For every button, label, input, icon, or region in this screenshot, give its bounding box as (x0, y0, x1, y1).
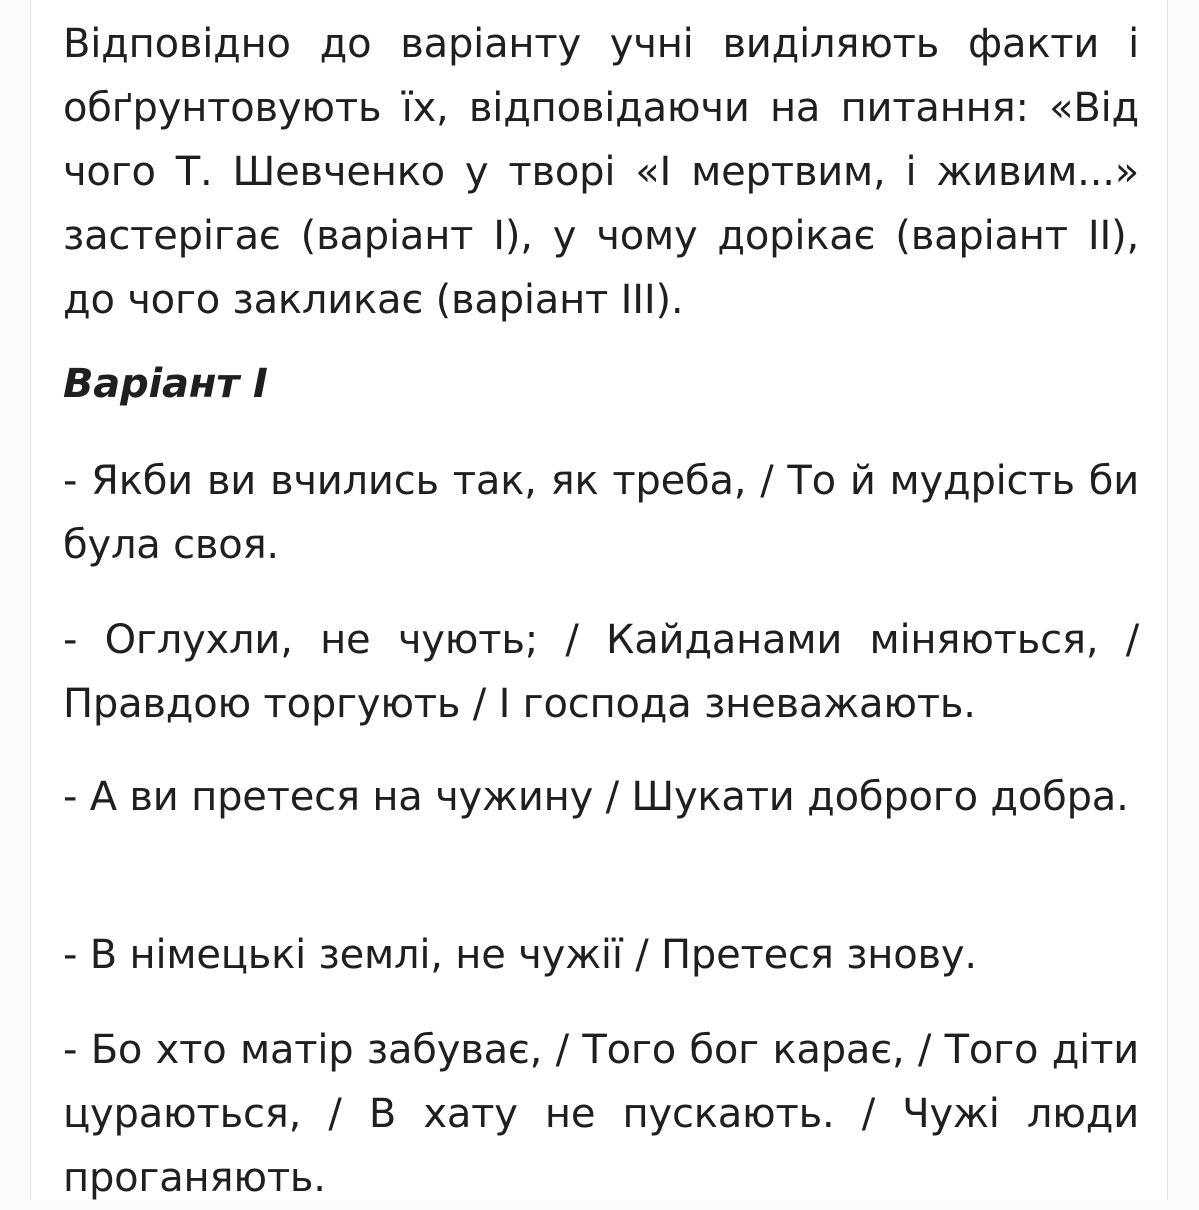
quote-item: - Оглухли, не чують; / Кайданами міняються, / Правдою торгують / І господа зневажають. (63, 617, 1139, 727)
variant-heading: Варіант І (63, 361, 268, 407)
page-frame (30, 0, 1168, 1200)
quote-item: - Бо хто матір забуває, / Того бог карає, / Того діти цураються, / В хату не пускають. / Чужі люди проганяють. (63, 1027, 1139, 1201)
quote-item: - Якби ви вчились так, як треба, / То й мудрість би була своя. (63, 458, 1139, 568)
quote-item: - В німецькі землі, не чужії / Претеся знову. (63, 932, 977, 978)
intro-paragraph: Відповідно до варіанту учні виділяють факти і обґрунтовують їх, відповідаючи на питання: «Від чого Т. Шевченко у творі «І мертвим, і живим...» застерігає (варіант І), у чому дорікає (варіант ІІ), до чого закликає (варіант ІІІ). (63, 21, 1139, 323)
quote-item: - А ви претеся на чужину / Шукати доброго добра. (63, 774, 1129, 820)
